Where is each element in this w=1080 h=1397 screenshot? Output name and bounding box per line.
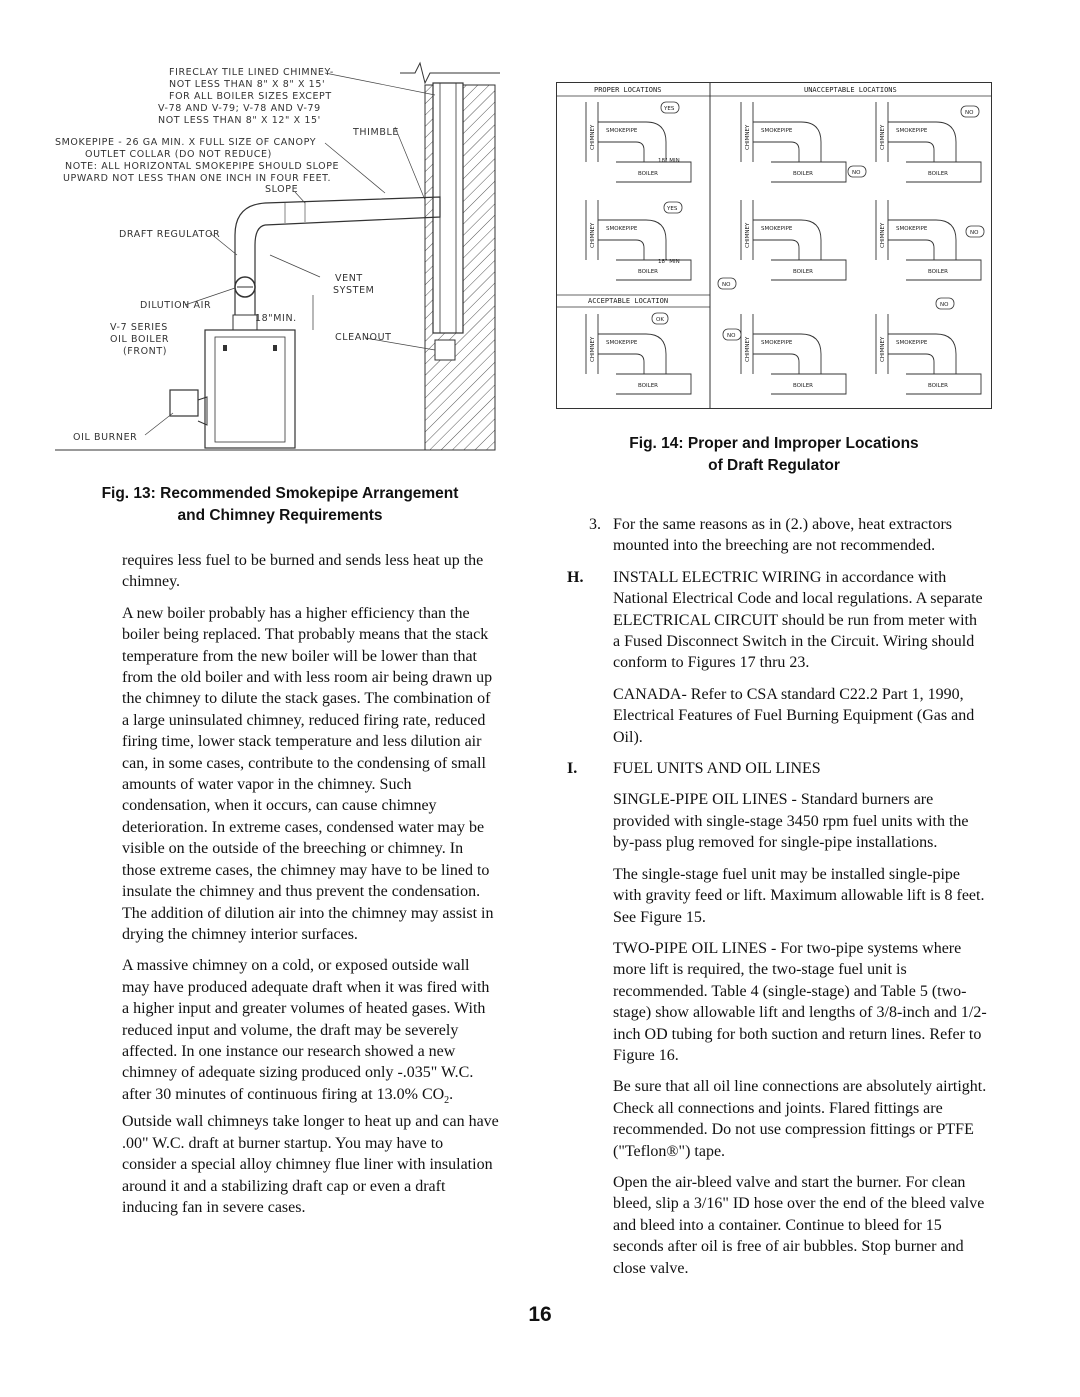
- fig13-thimble: THIMBLE: [353, 127, 399, 138]
- svg-text:NO: NO: [940, 302, 949, 308]
- fig13-oil-boiler: OIL BOILER: [110, 334, 170, 345]
- left-paragraph-3: A massive chimney on a cold, or exposed outside wall may have produced adequate draft when it was fired with a higher input and greater volumes of heated gases. With reduced input and volume, the draft may be severely affected. In one instance our research showed a new chimney of adequate sizing produced only -.035" W.C. after 30 minutes of continuous firing at 13.0% $CO_2$. Outside wall chimneys take longer to heat up and can have .00" W.C. draft at burner startup. You may have to consider a special alloy chimney flue liner with insulation around it and a stabilizing draft cap or even a draft inducing fan in severe cases.: [122, 957, 499, 1216]
- single-pipe-paragraph: SINGLE-PIPE OIL LINES - Standard burners are provided with single-stage 3450 rpm fuel units with the by-pass plug removed for single-pipe installations.: [613, 791, 969, 852]
- svg-text:NO: NO: [722, 282, 731, 288]
- oil-burner: [170, 390, 198, 416]
- item-i: I. FUEL UNITS AND OIL LINES: [567, 760, 821, 778]
- fig14-tag-no-6: [723, 329, 741, 340]
- fig14-chimney-label: CHIMNEY: [880, 336, 886, 362]
- fig14-boiler-label: BOILER: [928, 383, 948, 389]
- smokepipe: [265, 197, 440, 225]
- figure-14-caption-line2: of Draft Regulator: [708, 457, 840, 474]
- fig14-chimney-label: CHIMNEY: [590, 124, 596, 150]
- fig14-smokepipe-label: SMOKEPIPE: [896, 340, 928, 346]
- fig13-vent: VENT: [335, 273, 363, 284]
- fig14-smokepipe-label: SMOKEPIPE: [761, 340, 793, 346]
- fig14-chimney-label: CHIMNEY: [880, 222, 886, 248]
- svg-text:YES: YES: [664, 106, 675, 112]
- bleed-paragraph: Open the air-bleed valve and start the burner. For clean bleed, slip a 3/16" ID hose over the end of the bleed valve and bleed into a container. Continue to bleed for 15 seconds after oil is free of air bubbles. Stop burner and close valve.: [613, 1173, 985, 1277]
- fig13-oil-burner: OIL BURNER: [73, 432, 138, 443]
- figure-13-caption-line1: Fig. 13: Recommended Smokepipe Arrangement: [101, 485, 459, 502]
- fig14-tag-no-2: [848, 166, 866, 177]
- fig14-boiler-label: BOILER: [638, 383, 658, 389]
- two-pipe-paragraph: TWO-PIPE OIL LINES - For two-pipe systems where more lift is required, the two-stage fuel unit is recommended. Table 4 (single-stage) and Table 5 (two-stage) show allowable lift and lengths of 3/8-inch and 1/2-inch OD tubing for both suction and return lines. Refer to Figure 16.: [613, 939, 987, 1064]
- figure-14-draft-regulator-locations: [556, 82, 992, 409]
- fig14-chimney-label: CHIMNEY: [745, 124, 751, 150]
- fig13-series: V-7 SERIES: [110, 322, 168, 333]
- fig14-chimney-label: CHIMNEY: [590, 222, 596, 248]
- fig13-smoke-line1: SMOKEPIPE - 26 GA MIN. X FULL SIZE OF CANOPY: [55, 137, 317, 148]
- fig14-18min-2: 18" MIN: [658, 259, 680, 265]
- fig13-slope: SLOPE: [265, 184, 299, 195]
- fig13-chimney-line3: FOR ALL BOILER SIZES EXCEPT: [169, 91, 332, 102]
- fig14-smokepipe-label: SMOKEPIPE: [896, 226, 928, 232]
- fig13-smoke-line4: UPWARD NOT LESS THAN ONE INCH IN FOUR FEET.: [63, 173, 332, 184]
- fig13-draft-regulator: DRAFT REGULATOR: [119, 229, 221, 240]
- fig14-smokepipe-label: SMOKEPIPE: [761, 226, 793, 232]
- figure-14-caption: [556, 433, 992, 477]
- fig14-boiler-label: BOILER: [928, 171, 948, 177]
- fig13-smoke-line3: NOTE: ALL HORIZONTAL SMOKEPIPE SHOULD SLOPE: [65, 161, 340, 172]
- fig13-chimney-line4: V-78 AND V-79; V-78 AND V-79: [158, 103, 321, 114]
- fig13-system: SYSTEM: [333, 285, 375, 296]
- fig14-chimney-label: CHIMNEY: [880, 124, 886, 150]
- boiler-body: [205, 330, 295, 448]
- left-column: [122, 550, 500, 1228]
- fig14-boiler-label: BOILER: [793, 171, 813, 177]
- figure-13-caption-line2: and Chimney Requirements: [177, 507, 383, 524]
- svg-text:NO: NO: [852, 170, 861, 176]
- svg-text:NO: NO: [970, 230, 979, 236]
- canada-paragraph: CANADA- Refer to CSA standard C22.2 Part 1, 1990, Electrical Features of Fuel Burning Equipment (Gas and Oil).: [613, 685, 975, 746]
- fig14-tag-no-4: [718, 278, 736, 289]
- fig14-chimney-label: CHIMNEY: [745, 222, 751, 248]
- fig14-tag-ok: [652, 313, 668, 324]
- fig14-proper-header: PROPER LOCATIONS: [594, 86, 662, 94]
- fig13-front: (FRONT): [123, 346, 168, 357]
- right-column: [567, 514, 987, 1289]
- fig14-18min-1: 18" MIN: [658, 158, 680, 164]
- figure-13-smokepipe-diagram: [55, 55, 520, 465]
- fig14-chimney-label: CHIMNEY: [590, 336, 596, 362]
- item-3: 3. For the same reasons as in (2.) above, heat extractors mounted into the breeching are not recommended.: [589, 516, 952, 555]
- svg-text:NO: NO: [965, 110, 974, 116]
- fig14-boiler-label: BOILER: [638, 269, 658, 275]
- chimney-flue: [433, 83, 463, 333]
- fig13-18-min: 18"MIN.: [255, 313, 297, 324]
- fig14-smokepipe-label: SMOKEPIPE: [606, 226, 638, 232]
- fig14-unacceptable-header: UNACCEPTABLE LOCATIONS: [804, 86, 897, 94]
- fig14-tag-no-1: [961, 106, 979, 117]
- fig14-smokepipe-label: SMOKEPIPE: [896, 128, 928, 134]
- fig14-tag-yes-1: [661, 102, 679, 113]
- svg-text:YES: YES: [667, 206, 678, 212]
- fig14-smokepipe-label: SMOKEPIPE: [606, 340, 638, 346]
- single-stage-paragraph: The single-stage fuel unit may be installed single-pipe with gravity feed or lift. Maximum allowable lift is 8 feet. See Figure 15.: [613, 865, 985, 926]
- fig14-tag-yes-2: [664, 202, 682, 213]
- svg-text:NO: NO: [727, 333, 736, 339]
- figure-13-caption: [60, 483, 500, 527]
- page-number: 16: [528, 1303, 552, 1326]
- fig14-boiler-label: BOILER: [638, 171, 658, 177]
- airtight-paragraph: Be sure that all oil line connections are absolutely airtight. Check all connections and joints. Flared fittings are recommended. Do not use compression fittings or PTFE ("Teflon®") tape.: [613, 1078, 987, 1160]
- figure-14-caption-line1: Fig. 14: Proper and Improper Locations: [629, 435, 919, 452]
- fig13-cleanout: CLEANOUT: [335, 332, 392, 343]
- fig14-smokepipe-label: SMOKEPIPE: [761, 128, 793, 134]
- svg-text:OK: OK: [656, 317, 664, 323]
- fig13-dilution-air: DILUTION AIR: [140, 300, 212, 311]
- left-paragraph-1: requires less fuel to be burned and sends less heat up the chimney.: [122, 552, 484, 591]
- fig14-smokepipe-label: SMOKEPIPE: [606, 128, 638, 134]
- fig13-smoke-line2: OUTLET COLLAR (DO NOT REDUCE): [85, 149, 272, 160]
- fig14-acceptable-header: ACCEPTABLE LOCATION: [588, 297, 669, 305]
- fig14-tag-no-5: [936, 298, 954, 309]
- fig14-boiler-label: BOILER: [793, 269, 813, 275]
- fig13-chimney-line2: NOT LESS THAN 8" X 8" X 15': [169, 79, 326, 90]
- fig14-boiler-label: BOILER: [793, 383, 813, 389]
- fig13-chimney-line1: FIRECLAY TILE LINED CHIMNEY-: [169, 67, 334, 78]
- left-paragraph-2: A new boiler probably has a higher efficiency than the boiler being replaced. That probably means that the stack temperature from the new boiler will be lower than that from the old boiler and with less room air being drawn up the chimney to dilute the stack gases. The combination of a large uninsulated chimney, reduced firing rate, reduced firing time, lower stack temperature and less dilution air can, in some cases, contribute to the condensing of small amounts of water vapor in the chimney. Such condensation, when it occurs, can cause chimney deterioration. In extreme cases, condensed water may be visible on the outside of the breeching or chimney. In those extreme cases, the chimney may have to be lined to insulate the chimney and thus prevent the condensation. The addition of dilution air into the chimney may assist in drying the chimney interior surfaces.: [122, 604, 494, 943]
- fig14-chimney-label: CHIMNEY: [745, 336, 751, 362]
- item-h: H. INSTALL ELECTRIC WIRING in accordance with National Electrical Code and local regulations. A separate ELECTRICAL CIRCUIT should be run from meter with a Fused Disconnect Switch in the Circuit. Wiring should conform to Figures 17 thru 23.: [567, 568, 983, 672]
- fig14-boiler-label: BOILER: [928, 269, 948, 275]
- fig13-chimney-line5: NOT LESS THAN 8" X 12" X 15': [158, 115, 321, 126]
- fig14-tag-no-3: [966, 226, 984, 237]
